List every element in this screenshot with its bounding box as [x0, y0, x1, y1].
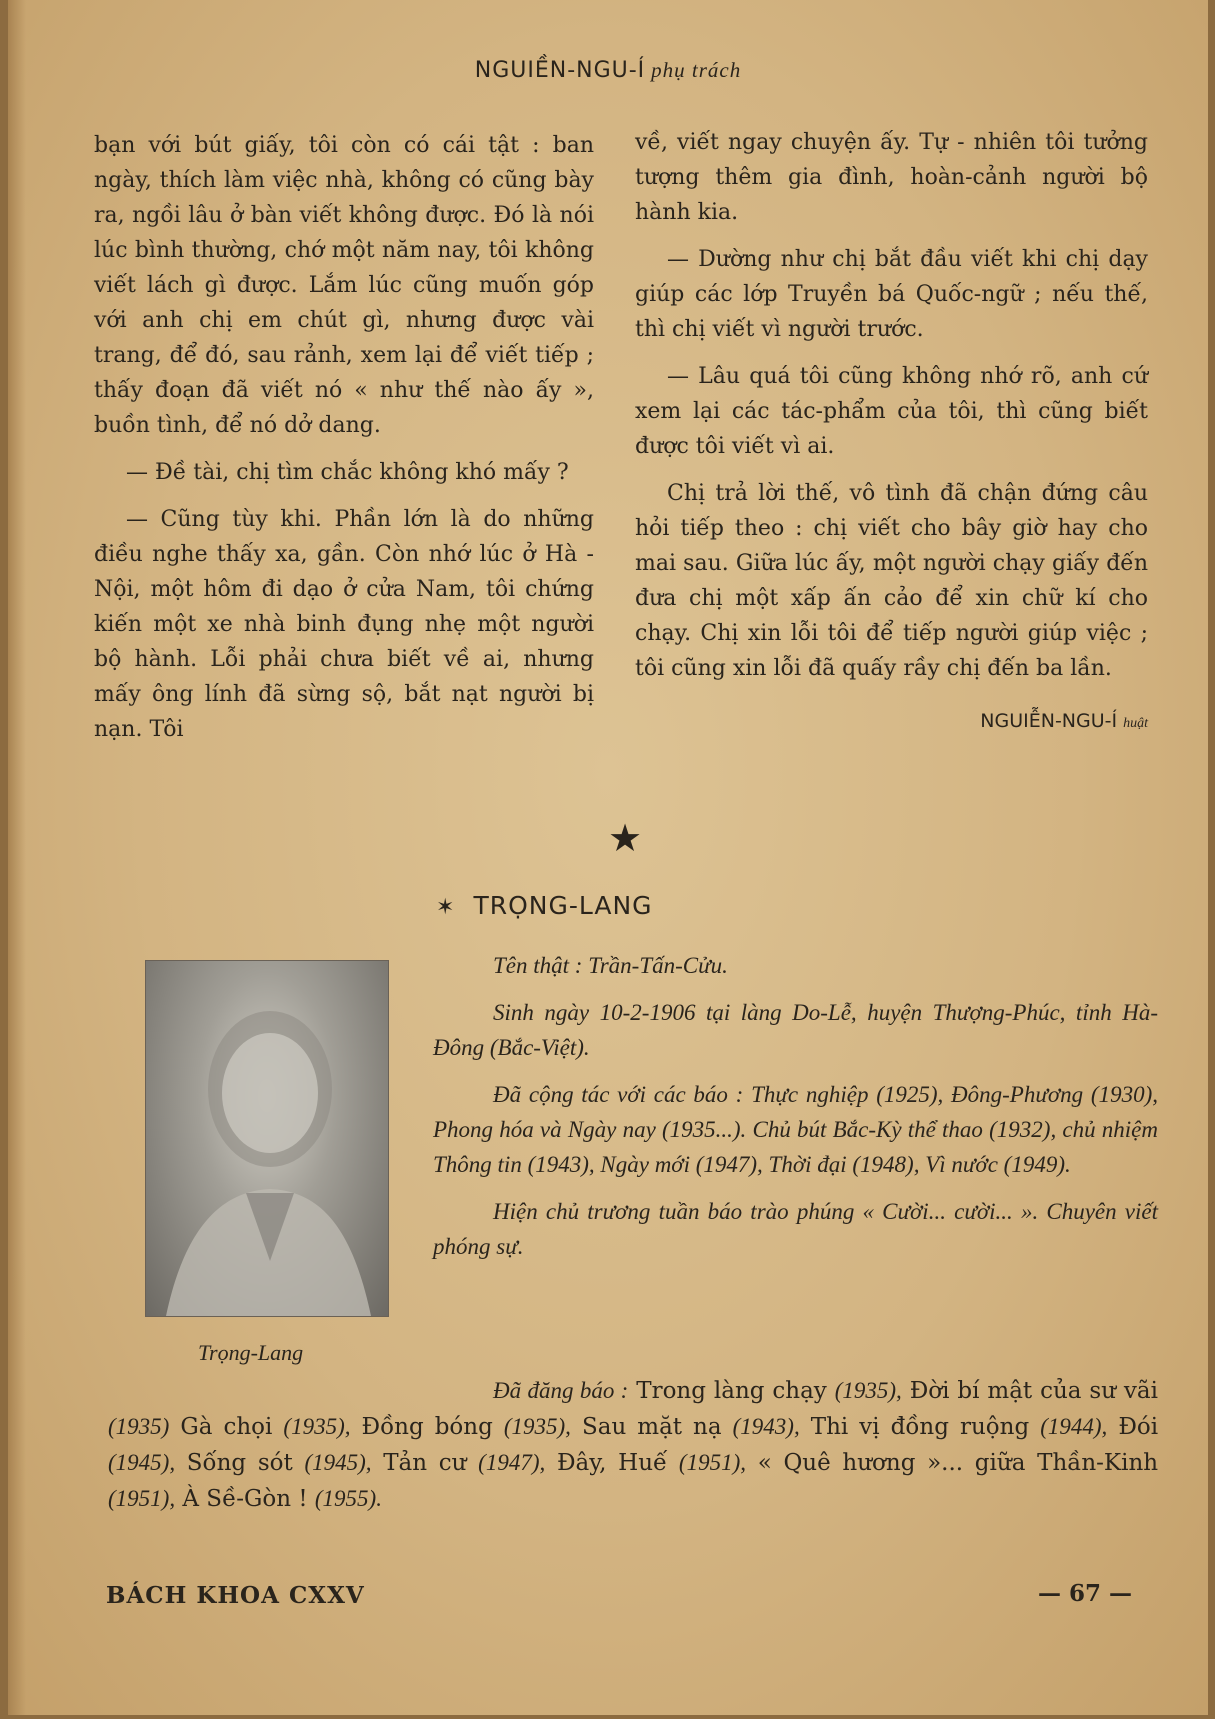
signature-name: NGUIỄN-NGU-Í	[980, 710, 1118, 732]
bio-real-name: Tên thật : Trần-Tấn-Cửu.	[493, 953, 728, 978]
bio-current: Hiện chủ trương tuần báo trào phúng « Cười... cười... ». Chuyên viết phóng sự.	[433, 1199, 1158, 1259]
header-name: NGUIỀN-NGU-Í	[474, 58, 646, 83]
page-number: — 67 —	[1038, 1580, 1133, 1607]
work-year: (1943),	[732, 1414, 800, 1439]
left-paragraph-3: — Cũng tùy khi. Phần lớn là do những điều nghe thấy xa, gần. Còn nhớ lúc ở Hà - Nội, một hôm đi dạo ở cửa Nam, tôi chứng kiến một xe nhà binh đụng nhẹ một người bộ hành. Lỗi phải chưa biết về ai, nhưng mấy ông lính đã sừng sộ, bắt nạt người bị nạn. Tôi	[94, 507, 594, 742]
photo-caption: Trọng-Lang	[198, 1340, 304, 1365]
work-title: À Sề-Gòn !	[182, 1486, 308, 1512]
work-title: Thi vị đồng ruộng	[810, 1414, 1030, 1440]
work-year: (1935),	[503, 1414, 571, 1439]
bio-collaborations: Đã cộng tác với các báo : Thực nghiệp (1925), Đông-Phương (1930), Phong hóa và Ngày nay (1935...). Chủ bút Bắc-Kỳ thể thao (1932), chủ nhiệm Thông tin (1943), Ngày mới (1947), Thời đại (1948), Vì nước (1949).	[433, 1082, 1158, 1177]
work-title: Sống sót	[186, 1450, 293, 1476]
work-year: (1935)	[108, 1414, 170, 1439]
separator-star-icon: ★	[608, 816, 643, 860]
left-column	[94, 128, 594, 759]
work-title: Đây, Huế	[556, 1450, 668, 1476]
work-year: (1955).	[314, 1486, 382, 1511]
work-title: Tản cư	[383, 1450, 467, 1476]
magazine-page	[8, 0, 1208, 1715]
work-title: Sau mặt nạ	[581, 1414, 722, 1440]
left-paragraph-1: bạn với bút giấy, tôi còn có cái tật : ban ngày, thích làm việc nhà, không có cũng bày ra, ngồi lâu ở bàn viết không được. Đó là nói lúc bình thường, chớ một năm nay, tôi không viết lách gì được. Lắm lúc cũng muốn góp với anh chị em chút gì, nhưng được vài trang, để đó, sau rảnh, xem lại để viết tiếp ; thấy đoạn đã viết nó « như thế nào ấy », buồn tình, để nó dở dang.	[94, 133, 594, 438]
author-bio	[433, 948, 1158, 1276]
header-subtitle: phụ trách	[651, 58, 742, 82]
right-column	[635, 125, 1148, 741]
work-year: (1945),	[304, 1450, 372, 1475]
works-label: Đã đăng báo :	[493, 1378, 629, 1403]
section-heading	[436, 891, 653, 920]
magazine-title-footer: BÁCH KHOA CXXV	[106, 1582, 365, 1609]
work-year: (1951),	[678, 1450, 746, 1475]
work-title: « Quê hương »... giữa Thần-Kinh	[757, 1450, 1159, 1476]
page-header	[8, 58, 1208, 83]
section-title: TRỌNG-LANG	[473, 891, 653, 920]
right-paragraph-2: — Dường như chị bắt đầu viết khi chị dạy giúp các lớp Truyền bá Quốc-ngữ ; nếu thế, thì chị viết vì người trước.	[635, 247, 1148, 342]
right-paragraph-4: Chị trả lời thế, vô tình đã chận đứng câu hỏi tiếp theo : chị viết cho bây giờ hay cho mai sau. Giữa lúc ấy, một người chạy giấy đến đưa chị một xấp ấn cảo để xin chữ kí cho chạy. Chị xin lỗi tôi để tiếp người giúp việc ; tôi cũng xin lỗi đã quấy rầy chị đến ba lần.	[635, 481, 1148, 681]
work-title: Gà chọi	[180, 1414, 273, 1440]
work-title: Đồng bóng	[361, 1414, 493, 1440]
right-paragraph-3: — Lâu quá tôi cũng không nhớ rõ, anh cứ xem lại các tác-phẩm của tôi, thì cũng biết được tôi viết vì ai.	[635, 364, 1148, 459]
work-year: (1951),	[108, 1486, 176, 1511]
work-year: (1935),	[283, 1414, 351, 1439]
interview-signature	[635, 704, 1148, 741]
work-year: (1944),	[1040, 1414, 1108, 1439]
work-title: Đói	[1118, 1414, 1159, 1440]
work-year: (1947),	[478, 1450, 546, 1475]
page-edge-shadow	[8, 0, 26, 1715]
left-paragraph-2: — Đề tài, chị tìm chắc không khó mấy ?	[126, 460, 569, 485]
work-year: (1945),	[108, 1450, 176, 1475]
work-year: (1935),	[834, 1378, 902, 1403]
published-works	[108, 1373, 1158, 1517]
work-title: Trong làng chạy	[636, 1378, 827, 1404]
bio-birth: Sinh ngày 10-2-1906 tại làng Do-Lễ, huyện Thượng-Phúc, tỉnh Hà-Đông (Bắc-Việt).	[433, 1000, 1158, 1060]
section-star-icon: ✶	[436, 895, 456, 920]
work-title: Đời bí mật của sư vãi	[909, 1378, 1158, 1404]
portrait-silhouette	[146, 961, 388, 1316]
right-paragraph-1: về, viết ngay chuyện ấy. Tự - nhiên tôi tưởng tượng thêm gia đình, hoàn-cảnh người bộ hành kia.	[635, 130, 1148, 225]
signature-role: huật	[1123, 716, 1148, 731]
author-portrait-photo	[145, 960, 389, 1317]
